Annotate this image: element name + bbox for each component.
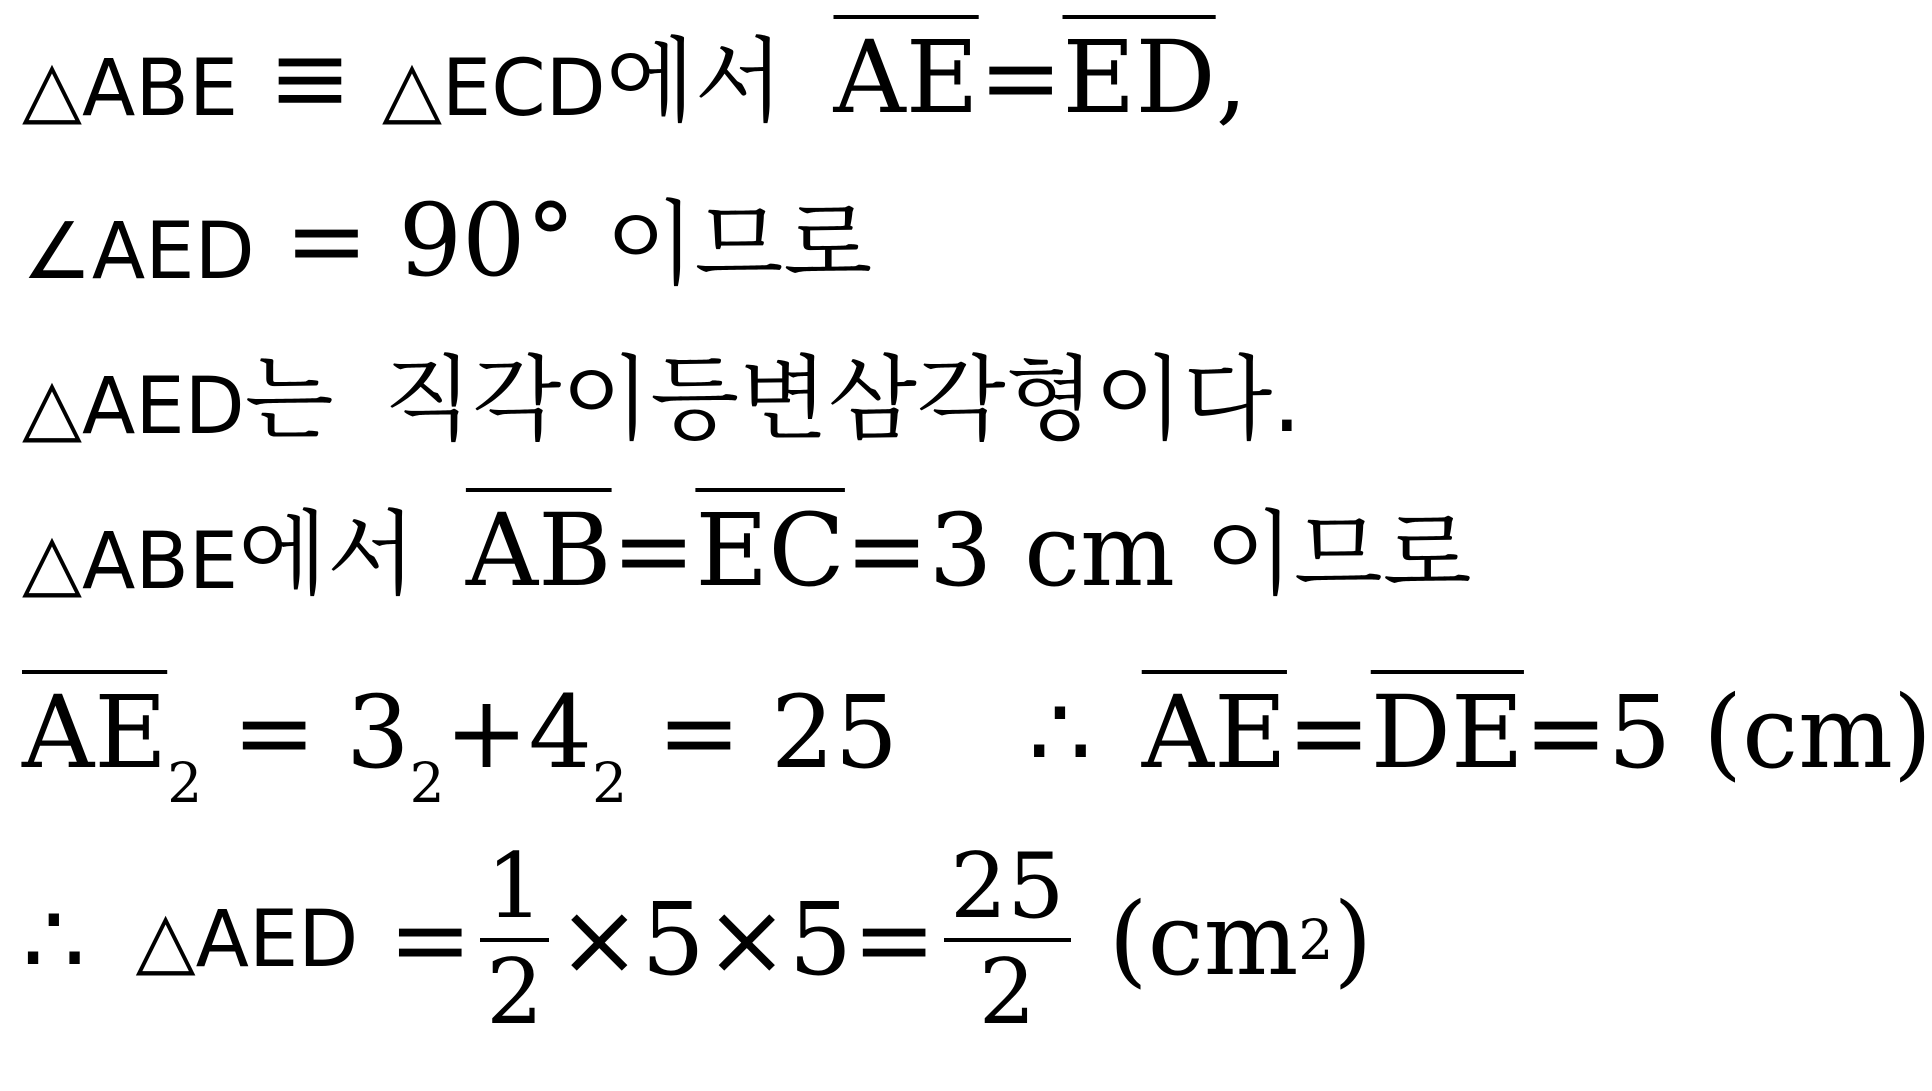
text-neun: 는 <box>244 346 334 453</box>
times-sign: × <box>704 881 789 998</box>
segment-ae: $\overline{AE}$ <box>833 19 979 136</box>
denominator: 2 <box>978 940 1036 1045</box>
text-right-isosceles: 직각이등변삼각형이다. <box>383 346 1302 453</box>
number: 5 <box>788 881 853 998</box>
fraction-result <box>944 834 1071 1045</box>
triangle-aed: △AED <box>22 362 245 452</box>
equals-sign: = <box>284 182 369 299</box>
line-1 <box>22 12 1248 136</box>
numerator: 25 <box>944 842 1071 942</box>
segment-ed: $\overline{ED}$ <box>1062 19 1216 136</box>
number: 4 <box>528 674 593 791</box>
equals-sign: = <box>611 492 696 609</box>
length-result: 5 (cm) <box>1607 674 1932 791</box>
segment-ae: $\overline{AE}$ <box>22 674 168 791</box>
times-sign: × <box>557 881 642 998</box>
equals-sign: = <box>1523 674 1608 791</box>
line-2 <box>22 175 873 299</box>
line-3 <box>22 330 1302 453</box>
plus-sign: + <box>444 674 529 791</box>
angle-aed: ∠AED <box>22 207 255 297</box>
number: 5 <box>641 881 705 998</box>
length-value: 3 cm <box>928 492 1175 609</box>
fraction-one-half <box>480 834 549 1045</box>
line-6: ∴ △AED = $\frac{1}{2}$ × 5 × 5 = $\frac{25}{2}$ (cm 2 ) <box>22 834 1373 1045</box>
text-eseo: 에서 <box>605 28 784 135</box>
equals-sign: = <box>232 674 317 791</box>
segment-ec: $\overline{EC}$ <box>695 492 845 609</box>
line-4 <box>22 485 1472 609</box>
denominator: 2 <box>486 940 544 1045</box>
segment-de: $\overline{DE}$ <box>1370 674 1524 791</box>
comma: , <box>1215 19 1248 136</box>
number: 3 <box>346 674 410 791</box>
segment-ab: $\overline{AB}$ <box>465 492 612 609</box>
line-5: $\overline{AE}$ 2 = 3 2 + 4 2 = 25 ∴ $\overline{AE}$ = $\overline{DE}$ = 5 (cm) <box>22 674 1932 815</box>
triangle-abe: △ABE <box>22 44 239 134</box>
triangle-abe: △ABE <box>22 517 239 607</box>
equals-sign: = <box>657 674 741 791</box>
triangle-ecd: △ECD <box>381 44 606 134</box>
equals-sign: = <box>844 492 929 609</box>
equals-sign: = <box>1286 674 1371 791</box>
degree-symbol: ° <box>525 182 576 299</box>
unit-close: ) <box>1333 881 1373 998</box>
text-imeuro: 이므로 <box>1204 501 1472 608</box>
result-value: 25 <box>770 674 899 791</box>
congruent-symbol: ≡ <box>268 19 352 136</box>
text-eseo: 에서 <box>238 501 416 608</box>
triangle-aed: △AED <box>135 895 359 985</box>
therefore-symbol: ∴ <box>22 881 86 998</box>
equals-sign: = <box>852 881 937 998</box>
segment-ae: $\overline{AE}$ <box>1141 674 1287 791</box>
numerator: 1 <box>480 842 549 942</box>
equals-sign: = <box>388 881 473 998</box>
angle-value: 90 <box>398 182 526 299</box>
text-imeuro: 이므로 <box>605 191 873 298</box>
therefore-symbol: ∴ <box>1028 674 1092 791</box>
equals-sign: = <box>978 19 1063 136</box>
unit-open: (cm <box>1108 881 1299 998</box>
